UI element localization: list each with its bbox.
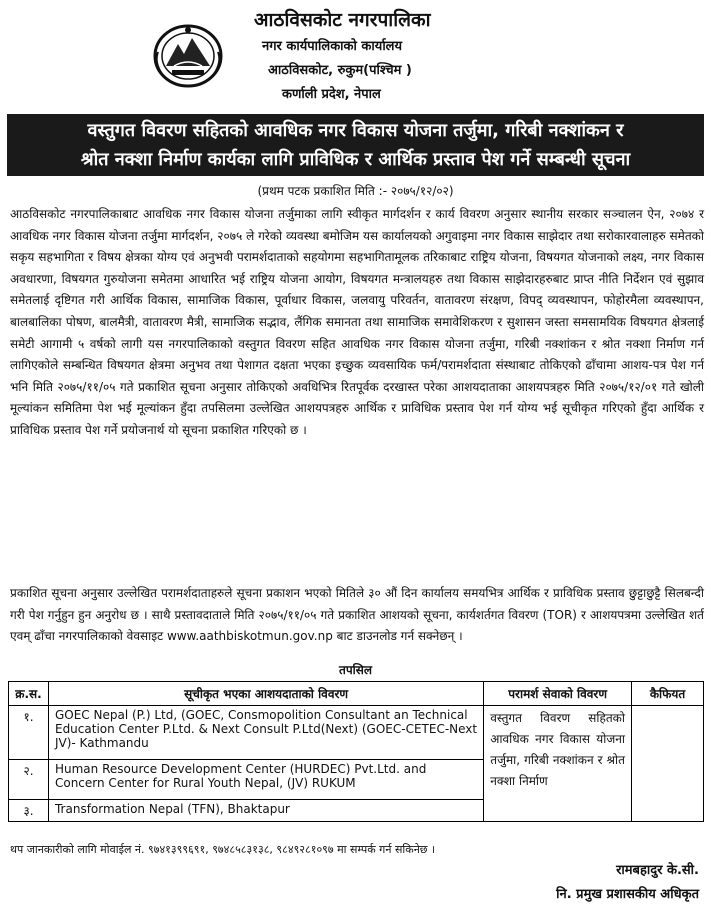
letterhead: [0, 0, 711, 112]
office-address: आठविसकोट, रुकुम(पश्चिम ): [268, 63, 412, 78]
notice-title-line-2: श्रोत नक्शा निर्माण कार्यका लागि प्राविधिक र आर्थिक प्रस्ताव पेश गर्ने सम्बन्धी सूचना: [80, 149, 631, 170]
signatory-title: नि. प्रमुख प्रशासकीय अधिकृत: [556, 887, 699, 902]
col-header-remark: कैफियत: [632, 682, 704, 706]
office-name: नगर कार्यपालिकाको कार्यालय: [262, 39, 403, 54]
notice-title-banner: [7, 114, 704, 176]
row-applicant: GOEC Nepal (P.) Ltd, (GOEC, Consmopolition Consultant an Technical Education Center P.Ltd. & Next Consult P.Ltd(Next) (GOEC-CETEC-Next JV)- Kathmandu: [48, 706, 483, 760]
notice-title-line-1: वस्तुगत विवरण सहितको आवधिक नगर विकास योजना तर्जुमा, गरिबी नक्शांकन र: [87, 120, 624, 141]
notice-body-paragraph-1: आठविसकोट नगरपालिकाबाट आवधिक नगर विकास योजना तर्जुमाका लागि स्वीकृत मार्गदर्शन र कार्य विवरण अनुसार स्थानीय सरकार सञ्चालन ऐन, २०७४ र आवधिक नगर विकास योजना तर्जुमा मार्गदर्शन, २०७५ ले गरेको व्यवस्था बमोजिम यस कार्यालयको अगुवाइमा नगर विकास साझेदार तथा सरोकारवालाहरु समेतको सकृय सहभागिता र विषय क्षेत्रका योग्य एवं अनुभवी परामर्शदाताको सहयोगमा सहभागितामूलक तरिकाबाट राष्ट्रिय योजना, विषयगत योजनाको लक्ष्य, नगर विकास अवधारणा, विषयगत गुरुयोजना समेतमा आधारित भई राष्ट्रिय योजना आयोग, विषयगत मन्त्रालयहरु तथा विकास साझेदारहरुबाट प्राप्त नीति निर्देशन एवं सुझाव समेतलाई दृष्टिगत गरी आर्थिक विकास, सामाजिक विकास, पूर्वाधार विकास, जलवायु परिवर्तन, वातावरण संरक्षण, विपद् व्यवस्थापन, फोहोरमैला व्यवस्थापन, बालबालिका पोषण, बालमैत्री, वातावरण मैत्री, सामाजिक सद्भाव, लैंगिक समानता तथा सामाजिक समावेशिकरण र सुशासन जस्ता समसामयिक विषयगत क्षेत्रलाई समेटी आगामी ५ वर्षको लागी यस नगरपालिकाको वस्तुगत विवरण सहित आवधिक नगर विकास योजना तर्जुमा, गरिबी नक्शांकन र श्रोत नक्शा निर्माण गर्न लागिएकोले सम्बन्धित विषयगत क्षेत्रमा अनुभव तथा पेशागत दक्षता भएका इच्छुक व्यवसायिक फर्म/परामर्शदाता संस्थाबाट तोकिएको ढाँचामा आशय-पत्र पेश गर्न भनि मिति २०७५/११/०५ गते प्रकाशित सूचना अनुसार तोकिएको अवधिभित्र रितपूर्वक दरखास्त परेका आशयदाताका आशयपत्रहरु मिति २०७५/१२/०१ गते खोली मूल्यांकन समितिमा पेश भई मूल्यांकन हुँदा तपसिलमा उल्लेखित आशयपत्रहरु आर्थिक र प्राविधिक प्रस्ताव पेश गर्न योग्य भई सूचीकृत गरिएको हुँदा आर्थिक र प्राविधिक प्रस्ताव पेश गर्ने प्रयोजनार्थ यो सूचना प्रकाशित गरिएको छ ।: [10, 207, 704, 437]
contact-info: थप जानकारीको लागि मोवाईल नं. ९७४१३९९६९१, ९७४८५८३१३८, ९८४९२८१०९७ मा सम्पर्क गर्न सकिनेछ ।: [10, 843, 436, 856]
remark-cell: [632, 706, 704, 822]
row-sn: ३.: [9, 800, 49, 822]
shortlist-table: [8, 681, 704, 822]
schedule-heading: तपसिल: [338, 663, 372, 677]
row-applicant: Human Resource Development Center (HURDEC) Pvt.Ltd. and Concern Center for Rural Youth Nepal, (JV) RUKUM: [48, 760, 483, 800]
row-sn: १.: [9, 706, 49, 760]
col-header-applicant: सूचीकृत भएका आशयदाताको विवरण: [48, 682, 483, 706]
col-header-sn: क्र.स.: [9, 682, 49, 706]
municipality-emblem: [152, 22, 224, 88]
notice-body-paragraph-2: प्रकाशित सूचना अनुसार उल्लेखित परामर्शदाताहरुले सूचना प्रकाशन भएको मितिले ३० औं दिन कार्यालय समयभित्र आर्थिक र प्राविधिक प्रस्ताव छुट्टाछुट्टै सिलबन्दी गरी पेश गर्नुहुन हुन अनुरोध छ । साथै प्रस्तावदाताले मिति २०७५/११/०५ गते प्रकाशित आशयको सूचना, कार्यशर्तगत विवरण (TOR) र आशयपत्रमा उल्लेखित शर्त एवम् ढाँचा नगरपालिकाको वेवसाइट www.aathbiskotmun.gov.np बाट डाउनलोड गर्न सक्नेछन् ।: [10, 586, 704, 644]
table-row: [9, 706, 704, 760]
row-applicant: Transformation Nepal (TFN), Bhaktapur: [48, 800, 483, 822]
col-header-service: परामर्श सेवाको विवरण: [484, 682, 632, 706]
table-header-row: [9, 682, 704, 706]
signatory-name: रामबहादुर के.सी.: [616, 863, 699, 878]
row-sn: २.: [9, 760, 49, 800]
province-name: कर्णाली प्रदेश, नेपाल: [282, 87, 381, 102]
service-description: वस्तुगत विवरण सहितको आवधिक नगर विकास योजना तर्जुमा, गरिबी नक्शांकन र श्रोत नक्शा निर्माण: [484, 706, 632, 822]
publication-date: (प्रथम पटक प्रकाशित मिति :- २०७५/१२/०२): [257, 184, 454, 198]
org-name: आठविसकोट नगरपालिका: [254, 9, 431, 31]
